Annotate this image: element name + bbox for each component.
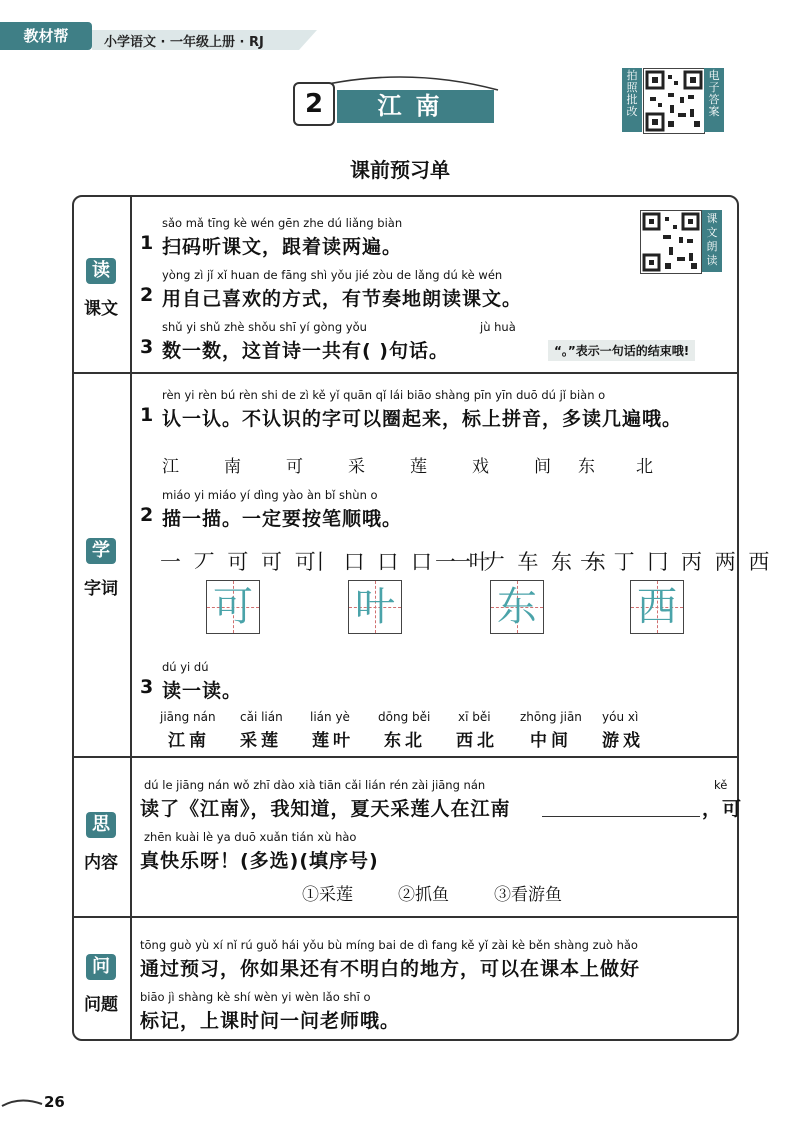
stroke-order: 一 丁 冂 丙 两 西 xyxy=(580,550,773,574)
task-text: 用自己喜欢的方式，有节奏地朗读课文。 xyxy=(162,288,523,310)
trace-grid[interactable] xyxy=(630,580,684,634)
word-item: 东北 xyxy=(384,731,426,751)
section-label-ask: 问题 xyxy=(84,995,118,1015)
option-item: ②抓鱼 xyxy=(398,885,449,905)
qr-code-icon[interactable] xyxy=(643,68,705,134)
qr-label-photo-grade: 拍照批改 xyxy=(622,68,642,132)
word-item: 莲叶 xyxy=(312,731,354,751)
word-pinyin: xī běi xyxy=(458,710,491,724)
word-item: 采莲 xyxy=(240,731,282,751)
sheet-title: 课前预习单 xyxy=(350,158,450,182)
option-item: ③看游鱼 xyxy=(494,885,562,905)
section-badge-read: 读 xyxy=(86,258,116,284)
trace-char: 西 xyxy=(637,584,677,630)
word-pinyin: jiāng nán xyxy=(160,710,216,724)
page-number: 26 xyxy=(44,1093,65,1111)
word-item: 游戏 xyxy=(602,731,644,751)
lesson-number: 2 xyxy=(293,82,335,126)
stroke-order: 一 𠂇 车 东 东 xyxy=(450,550,609,574)
pinyin-line: zhēn kuài lè ya duō xuǎn tián xù hào xyxy=(144,830,357,844)
pinyin-line: biāo jì shàng kè shí wèn yi wèn lǎo shī o xyxy=(140,990,371,1004)
char-item: 采 xyxy=(348,457,365,477)
word-item: 江南 xyxy=(168,731,210,751)
item-number: 1 xyxy=(140,232,154,254)
task-text: 认一认。不认识的字可以圈起来，标上拼音，多读几遍哦。 xyxy=(162,408,683,430)
option-item: ①采莲 xyxy=(302,885,353,905)
trace-char: 东 xyxy=(497,584,537,630)
char-item: 间 xyxy=(534,457,551,477)
char-item: 戏 xyxy=(472,457,489,477)
row-divider xyxy=(73,916,738,918)
item-number: 3 xyxy=(140,676,154,698)
brand-tab: 教材帮 xyxy=(0,22,92,50)
pinyin-line: kě xyxy=(714,778,728,792)
section-badge-think: 思 xyxy=(86,812,116,838)
stroke-order: 一 丆 可 可 可 xyxy=(160,550,319,574)
qr-label-answers: 电子答案 xyxy=(704,68,724,132)
word-item: 中间 xyxy=(530,731,572,751)
char-item: 南 xyxy=(224,457,241,477)
char-item: 可 xyxy=(286,457,303,477)
pinyin-line: dú le jiāng nán wǒ zhī dào xià tiān cǎi lián rén zài jiāng nán xyxy=(144,778,486,792)
char-item: 江 xyxy=(162,457,179,477)
answer-blank[interactable] xyxy=(542,816,700,817)
section-badge-words: 学 xyxy=(86,538,116,564)
item-number: 2 xyxy=(140,504,154,526)
char-item: 莲 xyxy=(410,457,427,477)
word-pinyin: dōng běi xyxy=(378,710,431,724)
column-divider xyxy=(130,196,132,1040)
pinyin-line: yòng zì jǐ xǐ huan de fāng shì yǒu jié zòu de lǎng dú kè wén xyxy=(162,268,503,282)
page-swoosh-icon xyxy=(0,1094,44,1110)
section-badge-ask: 问 xyxy=(86,954,116,980)
item-number: 3 xyxy=(140,336,154,358)
stroke-order: 丨 口 口 口一 叶 xyxy=(310,550,493,574)
task-text: 描一描。一定要按笔顺哦。 xyxy=(162,508,403,530)
pinyin-line: rèn yi rèn bú rèn shi de zì kě yǐ quān qǐ lái biāo shàng pīn yīn duō dú jǐ biàn o xyxy=(162,388,606,402)
row-divider xyxy=(73,372,738,374)
row-divider xyxy=(73,756,738,758)
pinyin-line: sǎo mǎ tīng kè wén gēn zhe dú liǎng biàn xyxy=(162,216,403,230)
task-text: 扫码听课文，跟着读两遍。 xyxy=(162,236,403,258)
section-label-words: 字词 xyxy=(84,579,118,599)
pinyin-line: jù huà xyxy=(480,320,516,334)
question-text: 标记，上课时问一问老师哦。 xyxy=(140,1010,401,1032)
book-info: 小学语文 · 一年级上册 · RJ xyxy=(104,35,264,50)
tip-note: “。”表示一句话的结束哦! xyxy=(548,340,695,361)
item-number: 1 xyxy=(140,404,154,426)
trace-grid[interactable] xyxy=(490,580,544,634)
question-text: 真快乐呀！(多选)(填序号) xyxy=(140,850,379,872)
word-pinyin: cǎi lián xyxy=(240,710,283,724)
qr-label-text-reading: 课文朗读 xyxy=(702,210,722,272)
section-label-think: 内容 xyxy=(84,853,118,873)
task-text: 数一数，这首诗一共有( )句话。 xyxy=(162,340,449,362)
word-pinyin: zhōng jiān xyxy=(520,710,582,724)
qr-code-icon[interactable] xyxy=(640,210,702,274)
section-label-read: 课文 xyxy=(84,299,118,319)
lesson-title: 江南 xyxy=(337,90,494,123)
pinyin-line: tōng guò yù xí nǐ rú guǒ hái yǒu bù míng bai de dì fang kě yǐ zài kè běn shàng zuò hǎo xyxy=(140,938,638,952)
question-text: ，可 xyxy=(702,798,743,820)
item-number: 2 xyxy=(140,284,154,306)
word-pinyin: yóu xì xyxy=(602,710,639,724)
pinyin-line: shǔ yi shǔ zhè shǒu shī yí gòng yǒu xyxy=(162,320,367,334)
trace-char: 可 xyxy=(213,584,253,630)
question-text: 读了《江南》，我知道，夏天采莲人在江南 xyxy=(140,798,511,820)
trace-char: 叶 xyxy=(355,584,395,630)
question-text: 通过预习，你如果还有不明白的地方，可以在课本上做好 xyxy=(140,958,641,980)
word-pinyin: lián yè xyxy=(310,710,350,724)
trace-grid[interactable] xyxy=(206,580,260,634)
char-item: 北 xyxy=(636,457,653,477)
char-item: 东 xyxy=(578,457,595,477)
trace-grid[interactable] xyxy=(348,580,402,634)
pinyin-line: miáo yi miáo yí dìng yào àn bǐ shùn o xyxy=(162,488,378,502)
pinyin-line: dú yi dú xyxy=(162,660,209,674)
word-item: 西北 xyxy=(456,731,498,751)
task-text: 读一读。 xyxy=(162,680,243,702)
